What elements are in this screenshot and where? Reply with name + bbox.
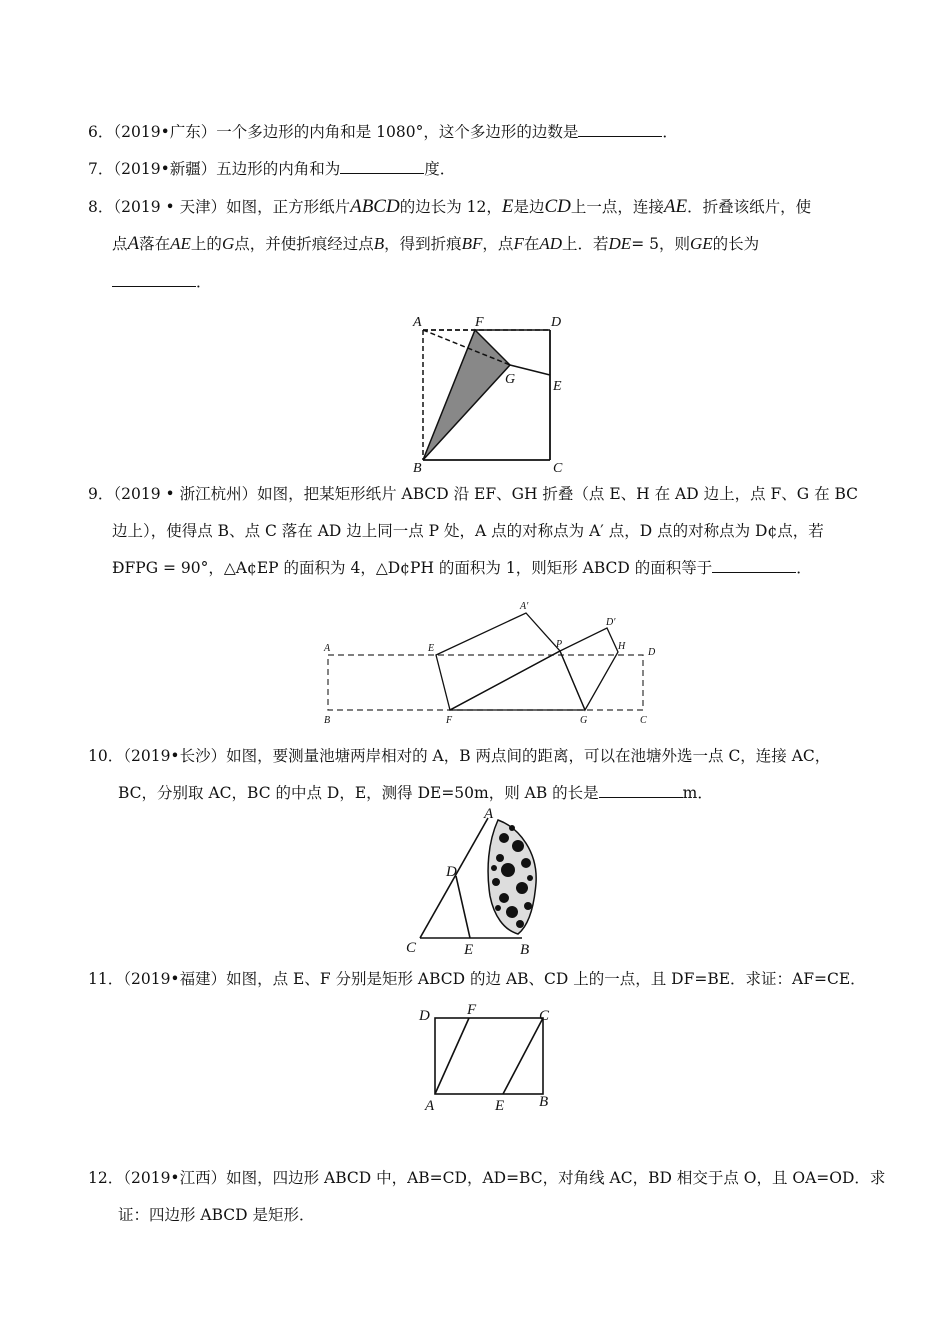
label-e: E xyxy=(553,379,562,394)
answer-blank[interactable] xyxy=(340,159,424,174)
question-number: 12． xyxy=(88,1169,124,1187)
label-d-prime: D′ xyxy=(606,617,616,628)
question-source: （2019•福建） xyxy=(123,970,227,988)
rectangle-abcd xyxy=(328,655,643,710)
label-e: E xyxy=(495,1098,505,1114)
label-b: B xyxy=(539,1094,549,1110)
question-number: 8． xyxy=(88,198,114,216)
label-f: F xyxy=(467,1002,477,1018)
label-d: D xyxy=(648,647,656,658)
label-c: C xyxy=(640,715,647,726)
question-8-line-1: 8．（2019 • 天津）如图，正方形纸片ABCD的边长为 12，E是边CD上一点，连接AE．折叠该纸片，使 xyxy=(88,196,812,217)
answer-blank[interactable] xyxy=(712,558,796,573)
question-6: 6．（2019•广东）一个多边形的内角和是 1080°，这个多边形的边数是 ． xyxy=(88,123,678,141)
question-7: 7．（2019•新疆）五边形的内角和为 度． xyxy=(88,160,456,178)
segment-ge xyxy=(510,365,550,375)
shaded-triangle xyxy=(423,330,510,460)
label-e: E xyxy=(428,643,435,654)
question-source: （2019•新疆） xyxy=(113,160,217,178)
question-text: 一个多边形的内角和是 1080°，这个多边形的边数是 xyxy=(216,123,579,141)
label-a-prime: A′ xyxy=(520,601,529,612)
question-12-line-2: 证：四边形 ABCD 是矩形． xyxy=(118,1206,315,1224)
label-a: A xyxy=(413,315,422,330)
label-b: B xyxy=(520,942,530,958)
label-f: F xyxy=(446,715,453,726)
label-p: P xyxy=(556,639,563,650)
question-9-line-2: 边上），使得点 B、点 C 落在 AD 边上同一点 P 处，A 点的对称点为 A′ 点，D 点的对称点为 D¢点，若 xyxy=(112,522,824,540)
question-source: （2019•广东） xyxy=(113,123,217,141)
label-e: E xyxy=(464,942,474,958)
answer-blank[interactable] xyxy=(112,272,196,287)
segment-pg xyxy=(560,651,585,710)
question-source: （2019 • 天津） xyxy=(113,198,227,216)
label-h: H xyxy=(618,641,626,652)
label-d: D xyxy=(446,864,457,880)
label-c: C xyxy=(553,461,563,476)
figure-rectangle-parallelogram xyxy=(415,1000,565,1115)
figure-square-fold xyxy=(405,310,575,475)
answer-blank[interactable] xyxy=(599,783,683,798)
folded-right xyxy=(560,628,618,710)
question-9-line-1: 9．（2019 • 浙江杭州）如图，把某矩形纸片 ABCD 沿 EF、GH 折叠（点 E、H 在 AD 边上，点 F、G 在 BC xyxy=(88,485,859,503)
question-number: 11． xyxy=(88,970,124,988)
question-number: 6． xyxy=(88,123,114,141)
question-source: （2019•江西） xyxy=(123,1169,227,1187)
figure-pond-triangle xyxy=(400,808,560,958)
label-c: C xyxy=(539,1008,550,1024)
segment-af xyxy=(435,1018,469,1094)
segment-pf xyxy=(450,651,560,710)
question-number: 9． xyxy=(88,485,114,503)
question-source: （2019 • 浙江杭州） xyxy=(113,485,258,503)
label-f: F xyxy=(475,315,484,330)
label-g: G xyxy=(505,372,516,387)
figure-rectangle-fold xyxy=(320,595,660,730)
question-8-line-3: ． xyxy=(112,272,212,292)
label-a: A xyxy=(484,806,494,822)
question-text: 五边形的内角和为 xyxy=(216,160,341,178)
question-number: 10． xyxy=(88,747,124,765)
segment-ec xyxy=(503,1018,543,1094)
question-10-line-2: BC，分别取 AC，BC 的中点 D，E，测得 DE=50m，则 AB 的长是 m． xyxy=(118,784,713,802)
segment-de xyxy=(456,876,470,938)
question-9-line-3: ÐFPG = 90°，△A¢EP 的面积为 4，△D¢PH 的面积为 1，则矩形 ABCD 的面积等于 ． xyxy=(112,559,812,577)
label-a: A xyxy=(425,1098,435,1114)
question-10-line-1: 10．（2019•长沙）如图，要测量池塘两岸相对的 A，B 两点间的距离，可以在池塘外选一点 C，连接 AC， xyxy=(88,747,831,765)
label-b: B xyxy=(413,461,422,476)
answer-blank[interactable] xyxy=(578,122,662,137)
label-b: B xyxy=(324,715,331,726)
label-g: G xyxy=(580,715,588,726)
question-12-line-1: 12．（2019•江西）如图，四边形 ABCD 中，AB=CD，AD=BC，对角线 AC，BD 相交于点 O，且 OA=OD．求 xyxy=(88,1169,886,1187)
label-d: D xyxy=(551,315,562,330)
question-8-line-2: 点A落在AE上的G点，并使折痕经过点B，得到折痕BF，点F在AD上．若DE= 5，则GE的长为 xyxy=(112,233,760,254)
label-c: C xyxy=(406,940,417,956)
question-source: （2019•长沙） xyxy=(123,747,227,765)
question-11: 11．（2019•福建）如图，点 E、F 分别是矩形 ABCD 的边 AB、CD 上的一点，且 DF=BE．求证：AF=CE． xyxy=(88,970,866,988)
question-number: 7． xyxy=(88,160,114,178)
label-a: A xyxy=(324,643,331,654)
label-d: D xyxy=(419,1008,430,1024)
